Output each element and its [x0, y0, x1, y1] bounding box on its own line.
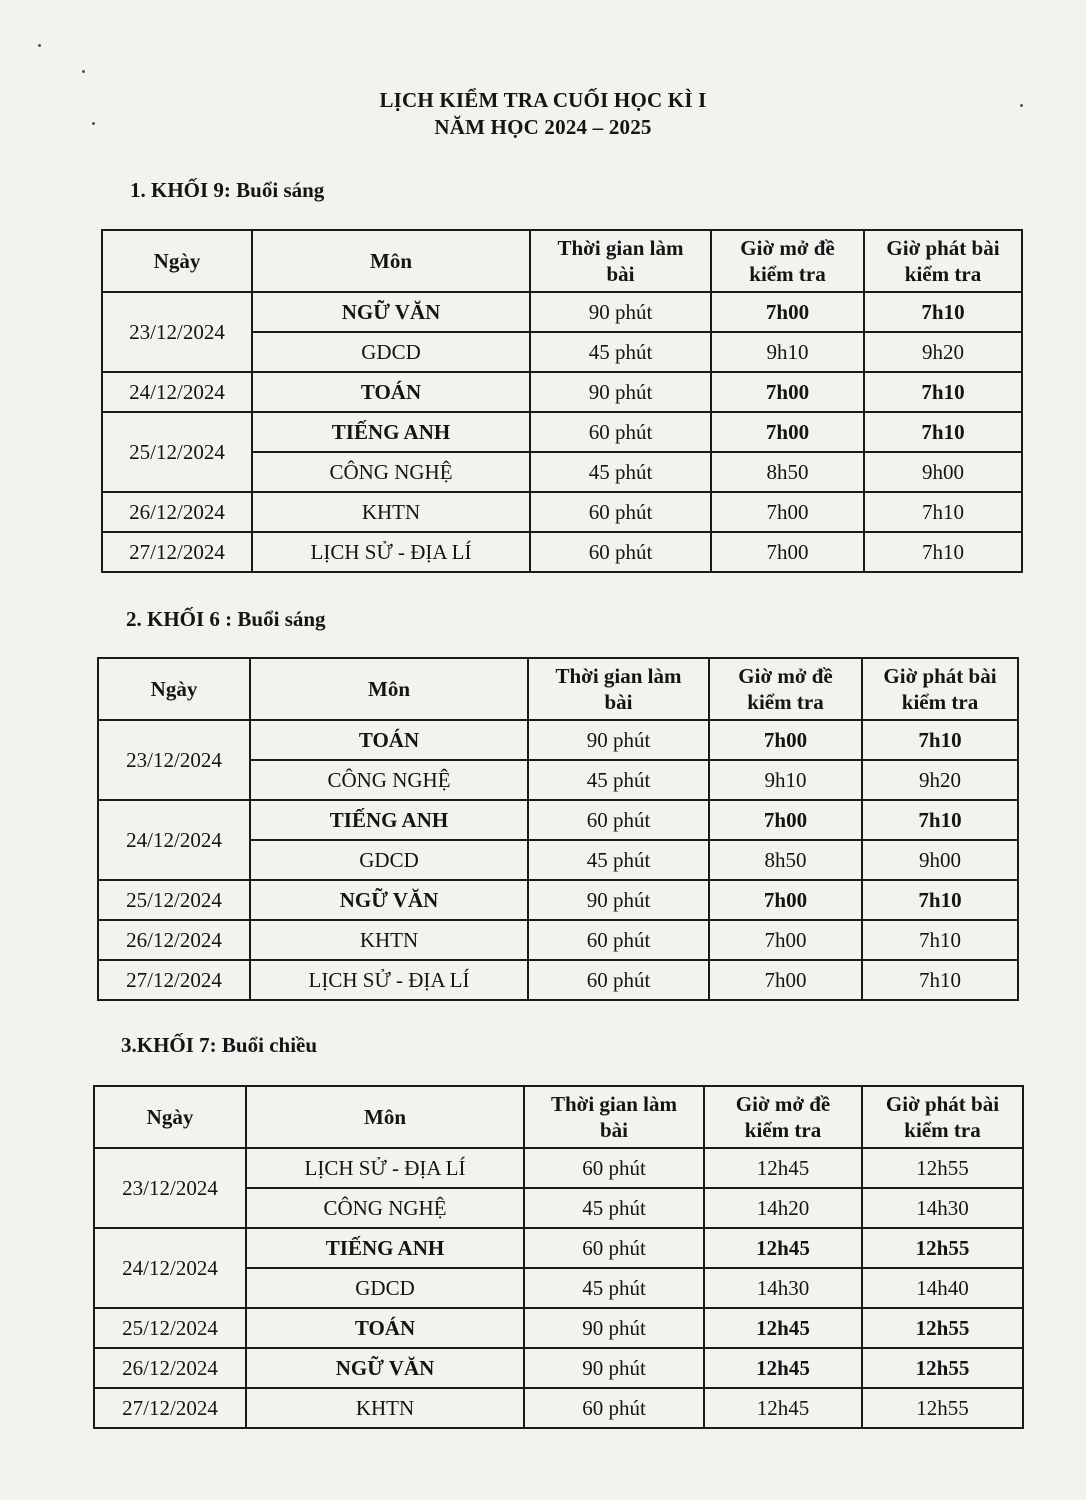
subject-cell: NGỮ VĂN — [252, 292, 530, 332]
open-time-cell: 7h00 — [711, 292, 864, 332]
subject-cell: KHTN — [246, 1388, 524, 1428]
duration-cell: 60 phút — [528, 800, 709, 840]
open-time-cell: 14h30 — [704, 1268, 862, 1308]
document-title: LỊCH KIỂM TRA CUỐI HỌC KÌ I — [379, 88, 707, 112]
table-row — [102, 492, 1022, 532]
open-time-cell: 7h00 — [709, 960, 862, 1000]
hand-out-time-cell: 9h00 — [862, 840, 1018, 880]
hand-out-time-cell: 12h55 — [862, 1388, 1023, 1428]
column-header-hand-out-time: Giờ phát bài kiểm tra — [864, 230, 1022, 292]
subject-cell: CÔNG NGHỆ — [246, 1188, 524, 1228]
table-row — [98, 800, 1018, 840]
duration-cell: 60 phút — [530, 492, 711, 532]
section-heading-grade-6: 2. KHỐI 6 : Buổi sáng — [126, 607, 326, 631]
subject-cell: GDCD — [246, 1268, 524, 1308]
hand-out-time-cell: 14h30 — [862, 1188, 1023, 1228]
hand-out-time-cell: 7h10 — [862, 880, 1018, 920]
column-header-duration: Thời gian làm bài — [530, 230, 711, 292]
open-time-cell: 9h10 — [711, 332, 864, 372]
subject-cell: LỊCH SỬ - ĐỊA LÍ — [252, 532, 530, 572]
duration-cell: 90 phút — [530, 372, 711, 412]
column-header-duration: Thời gian làm bài — [528, 658, 709, 720]
scan-speck — [38, 44, 41, 47]
column-header-subject: Môn — [250, 658, 528, 720]
hand-out-time-cell: 7h10 — [862, 720, 1018, 760]
section-heading-grade-7: 3.KHỐI 7: Buổi chiều — [121, 1033, 318, 1057]
table-row — [94, 1228, 1023, 1268]
schedule-table-grade-6 — [97, 657, 1019, 1001]
open-time-cell: 7h00 — [709, 920, 862, 960]
table-row — [102, 532, 1022, 572]
open-time-cell: 8h50 — [711, 452, 864, 492]
column-header-date: Ngày — [98, 658, 250, 720]
subject-cell: NGỮ VĂN — [246, 1348, 524, 1388]
date-cell: 26/12/2024 — [102, 492, 252, 532]
duration-cell: 90 phút — [524, 1348, 704, 1388]
scan-speck — [82, 70, 85, 73]
column-header-open-time: Giờ mở đề kiểm tra — [711, 230, 864, 292]
hand-out-time-cell: 9h20 — [862, 760, 1018, 800]
duration-cell: 90 phút — [530, 292, 711, 332]
table-row — [102, 372, 1022, 412]
hand-out-time-cell: 7h10 — [864, 532, 1022, 572]
table-row — [98, 920, 1018, 960]
hand-out-time-cell: 9h00 — [864, 452, 1022, 492]
subject-cell: TOÁN — [246, 1308, 524, 1348]
date-cell: 27/12/2024 — [102, 532, 252, 572]
duration-cell: 60 phút — [524, 1388, 704, 1428]
column-header-open-time: Giờ mở đề kiểm tra — [709, 658, 862, 720]
subject-cell: KHTN — [252, 492, 530, 532]
date-cell: 23/12/2024 — [94, 1148, 246, 1228]
open-time-cell: 7h00 — [709, 720, 862, 760]
hand-out-time-cell: 7h10 — [864, 292, 1022, 332]
date-cell: 27/12/2024 — [94, 1388, 246, 1428]
open-time-cell: 7h00 — [711, 372, 864, 412]
duration-cell: 60 phút — [528, 960, 709, 1000]
column-header-open-time: Giờ mở đề kiểm tra — [704, 1086, 862, 1148]
open-time-cell: 12h45 — [704, 1348, 862, 1388]
column-header-hand-out-time: Giờ phát bài kiểm tra — [862, 1086, 1023, 1148]
table-row — [94, 1148, 1023, 1188]
subject-cell: TOÁN — [250, 720, 528, 760]
section-heading-grade-9: 1. KHỐI 9: Buổi sáng — [130, 178, 325, 202]
open-time-cell: 8h50 — [709, 840, 862, 880]
column-header-duration: Thời gian làm bài — [524, 1086, 704, 1148]
open-time-cell: 7h00 — [711, 532, 864, 572]
open-time-cell: 7h00 — [711, 492, 864, 532]
column-header-subject: Môn — [252, 230, 530, 292]
hand-out-time-cell: 7h10 — [862, 920, 1018, 960]
duration-cell: 90 phút — [524, 1308, 704, 1348]
duration-cell: 60 phút — [530, 532, 711, 572]
open-time-cell: 12h45 — [704, 1308, 862, 1348]
open-time-cell: 12h45 — [704, 1228, 862, 1268]
open-time-cell: 14h20 — [704, 1188, 862, 1228]
subject-cell: GDCD — [252, 332, 530, 372]
table-row — [94, 1388, 1023, 1428]
hand-out-time-cell: 7h10 — [864, 492, 1022, 532]
duration-cell: 60 phút — [530, 412, 711, 452]
duration-cell: 90 phút — [528, 880, 709, 920]
table-row — [98, 880, 1018, 920]
table-row — [94, 1348, 1023, 1388]
hand-out-time-cell: 12h55 — [862, 1148, 1023, 1188]
hand-out-time-cell: 14h40 — [862, 1268, 1023, 1308]
column-header-subject: Môn — [246, 1086, 524, 1148]
table-header-row — [102, 230, 1022, 292]
open-time-cell: 7h00 — [709, 880, 862, 920]
subject-cell: TIẾNG ANH — [246, 1228, 524, 1268]
date-cell: 25/12/2024 — [102, 412, 252, 492]
open-time-cell: 12h45 — [704, 1148, 862, 1188]
column-header-hand-out-time: Giờ phát bài kiểm tra — [862, 658, 1018, 720]
subject-cell: CÔNG NGHỆ — [250, 760, 528, 800]
hand-out-time-cell: 12h55 — [862, 1348, 1023, 1388]
duration-cell: 60 phút — [524, 1228, 704, 1268]
date-cell: 23/12/2024 — [98, 720, 250, 800]
duration-cell: 60 phút — [524, 1148, 704, 1188]
date-cell: 24/12/2024 — [98, 800, 250, 880]
schedule-table-grade-9 — [101, 229, 1023, 573]
table-row — [98, 720, 1018, 760]
schedule-table-grade-7 — [93, 1085, 1024, 1429]
hand-out-time-cell: 7h10 — [862, 960, 1018, 1000]
date-cell: 26/12/2024 — [94, 1348, 246, 1388]
date-cell: 27/12/2024 — [98, 960, 250, 1000]
subject-cell: TIẾNG ANH — [252, 412, 530, 452]
duration-cell: 60 phút — [528, 920, 709, 960]
date-cell: 25/12/2024 — [94, 1308, 246, 1348]
column-header-date: Ngày — [102, 230, 252, 292]
duration-cell: 90 phút — [528, 720, 709, 760]
subject-cell: KHTN — [250, 920, 528, 960]
subject-cell: GDCD — [250, 840, 528, 880]
hand-out-time-cell: 12h55 — [862, 1308, 1023, 1348]
hand-out-time-cell: 7h10 — [862, 800, 1018, 840]
duration-cell: 45 phút — [530, 332, 711, 372]
subject-cell: CÔNG NGHỆ — [252, 452, 530, 492]
school-year-subtitle: NĂM HỌC 2024 – 2025 — [434, 115, 652, 139]
table-header-row — [98, 658, 1018, 720]
duration-cell: 45 phút — [528, 760, 709, 800]
open-time-cell: 12h45 — [704, 1388, 862, 1428]
table-row — [102, 292, 1022, 332]
subject-cell: TIẾNG ANH — [250, 800, 528, 840]
hand-out-time-cell: 7h10 — [864, 412, 1022, 452]
duration-cell: 45 phút — [524, 1268, 704, 1308]
column-header-date: Ngày — [94, 1086, 246, 1148]
open-time-cell: 7h00 — [711, 412, 864, 452]
date-cell: 26/12/2024 — [98, 920, 250, 960]
duration-cell: 45 phút — [524, 1188, 704, 1228]
table-row — [102, 412, 1022, 452]
subject-cell: LỊCH SỬ - ĐỊA LÍ — [246, 1148, 524, 1188]
hand-out-time-cell: 12h55 — [862, 1228, 1023, 1268]
duration-cell: 45 phút — [528, 840, 709, 880]
hand-out-time-cell: 7h10 — [864, 372, 1022, 412]
date-cell: 24/12/2024 — [102, 372, 252, 412]
open-time-cell: 7h00 — [709, 800, 862, 840]
date-cell: 23/12/2024 — [102, 292, 252, 372]
date-cell: 25/12/2024 — [98, 880, 250, 920]
date-cell: 24/12/2024 — [94, 1228, 246, 1308]
table-row — [98, 960, 1018, 1000]
hand-out-time-cell: 9h20 — [864, 332, 1022, 372]
open-time-cell: 9h10 — [709, 760, 862, 800]
subject-cell: TOÁN — [252, 372, 530, 412]
subject-cell: LỊCH SỬ - ĐỊA LÍ — [250, 960, 528, 1000]
table-row — [94, 1308, 1023, 1348]
subject-cell: NGỮ VĂN — [250, 880, 528, 920]
duration-cell: 45 phút — [530, 452, 711, 492]
table-header-row — [94, 1086, 1023, 1148]
